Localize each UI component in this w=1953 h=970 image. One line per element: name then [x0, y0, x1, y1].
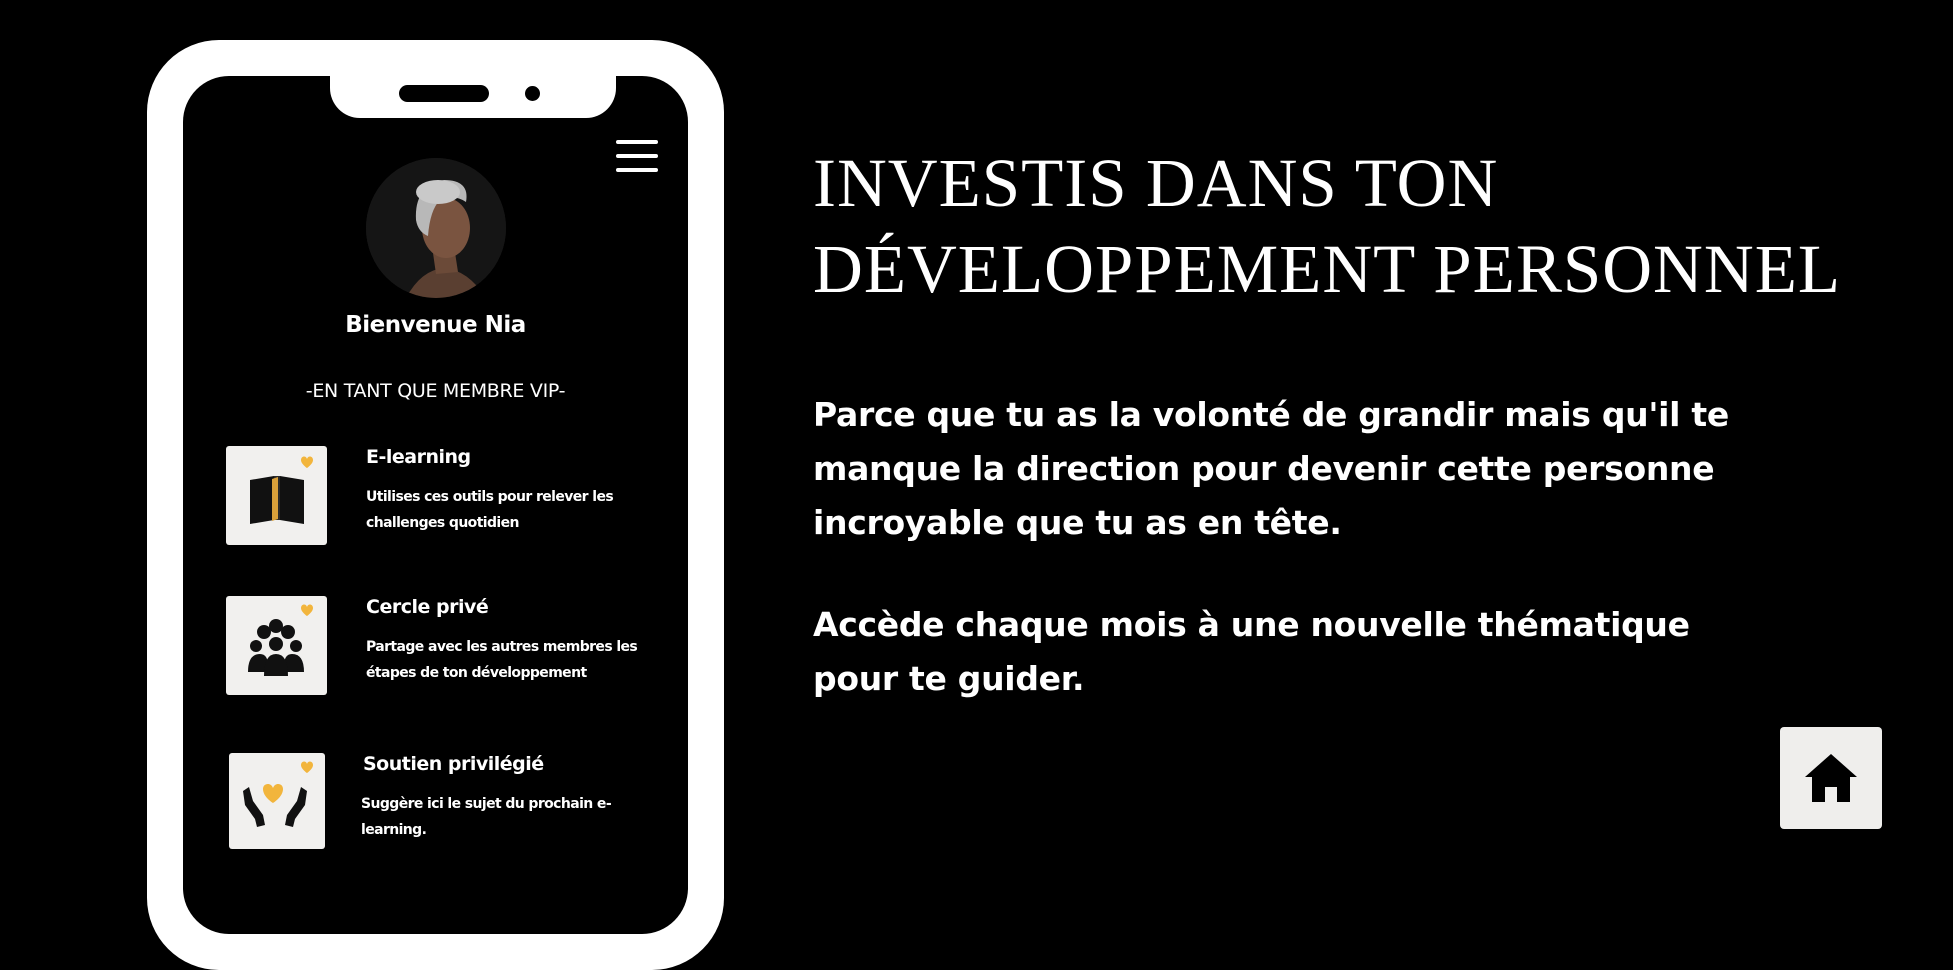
phone-mockup — [147, 40, 724, 970]
speaker-grille — [399, 85, 489, 102]
welcome-text: Bienvenue Nia — [345, 312, 526, 338]
monthly-theme-paragraph: Accède chaque mois à une nouvelle thématique pour te guider. — [813, 605, 1690, 698]
phone-notch — [330, 76, 616, 118]
feature-description: Utilises ces outils pour relever les challenges quotidien — [366, 489, 614, 531]
headline — [813, 140, 1841, 312]
feature-title: Soutien privilégié — [363, 753, 544, 775]
headline-line-1: INVESTIS DANS TON — [813, 145, 1499, 221]
book-icon — [226, 446, 327, 545]
group-icon — [226, 596, 327, 695]
home-icon — [1780, 727, 1882, 829]
home-button[interactable] — [1780, 727, 1882, 829]
feature-description: Partage avec les autres membres les étapes de ton développement — [366, 639, 638, 681]
feature-title: E-learning — [366, 446, 471, 468]
feature-title: Cercle privé — [366, 596, 489, 618]
hamburger-menu-icon[interactable] — [616, 140, 658, 172]
phone-screen — [183, 76, 688, 934]
hands-heart-icon — [229, 753, 325, 849]
vip-label: -EN TANT QUE MEMBRE VIP- — [305, 380, 566, 402]
feature-description: Suggère ici le sujet du prochain e-learning. — [361, 796, 612, 838]
avatar — [366, 158, 506, 298]
headline-line-2: DÉVELOPPEMENT PERSONNEL — [813, 231, 1842, 307]
front-camera — [525, 86, 540, 101]
intro-paragraph: Parce que tu as la volonté de grandir mais qu'il te manque la direction pour devenir cette personne incroyable que tu as en tête. — [813, 395, 1729, 542]
